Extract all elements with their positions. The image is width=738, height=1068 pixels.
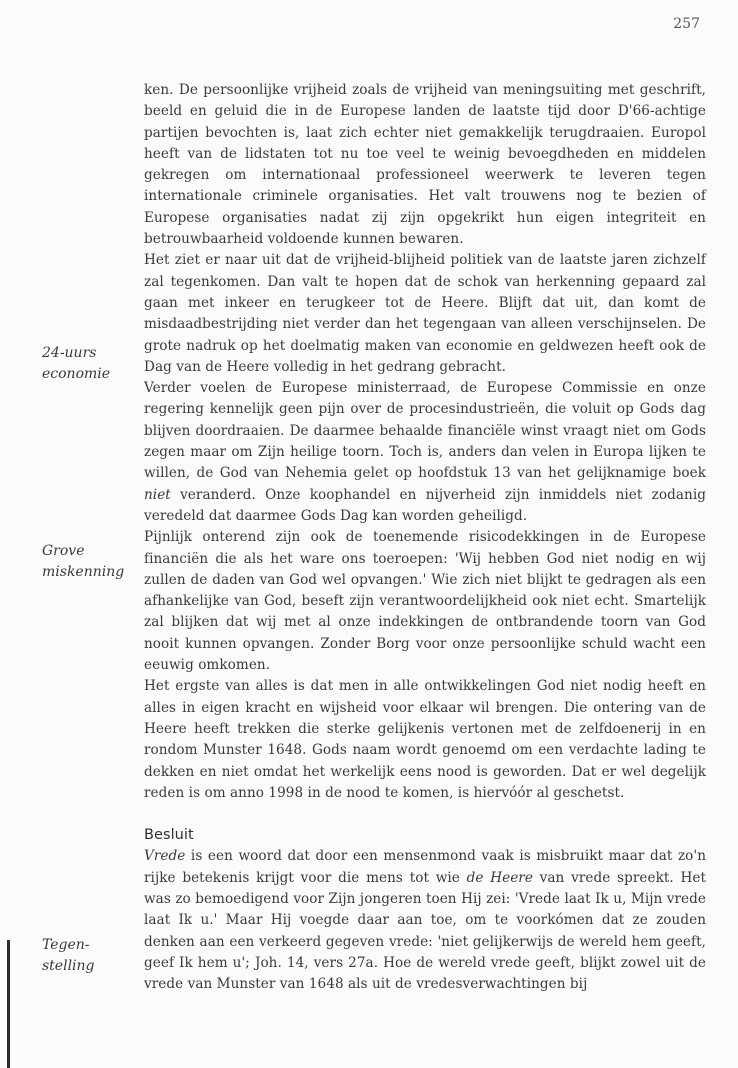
emphasis-text: de Heere — [466, 869, 533, 886]
emphasis-text: Vrede — [144, 848, 186, 865]
paragraph: Het ergste van alles is dat men in alle ontwikkelingen God niet nodig heeft en alles in eigen kracht en wijsheid voor elkaar wil brengen. Die ontering van de Heere heeft trekken die sterke gelijkenis vertonen met de zelfdoenerij in en rondom Munster 1648. Gods naam wordt genoemd om een verdachte lading te dekken en niet omdat het werkelijk eens nood is geworden. Dat er wel degelijk reden is om anno 1998 in de nood te komen, is hiervóór al geschetst. — [144, 678, 706, 801]
paragraph — [144, 846, 706, 995]
section-heading: Besluit — [144, 827, 194, 844]
margin-note-line: Grove — [42, 543, 85, 559]
paragraph-text: Verder voelen de Europese ministerraad, de Europese Commissie en onze regering kennelijk geen pijn over de procesindustrieën, die voluit op Gods dag blijven doordraaien. De daarmee behaalde financiële winst vraagt niet om Gods zegen maar om Zijn heilige toorn. Toch is, anders dan velen in Europa lijken te willen, de God van Nehemia gelet op hoofdstuk 13 van het gelijknamige boek — [144, 380, 706, 482]
page-number: 257 — [673, 16, 700, 32]
margin-note-line: economie — [42, 366, 111, 383]
paragraph-text: van vrede spreekt. Het was zo bemoedigend voor Zijn jongeren toen Hij zei: 'Vrede laat Ik u, Mijn vrede laat Ik u.' Maar Hij voegde daar aan toe, om te voorkómen dat ze zouden denken aan een verkeerd gegeven vrede: 'niet gelijkerwijs de wereld hem geeft, geef Ik hem u'; Joh. 14, vers 27a. Hoe de wereld vrede geeft, blijkt zowel uit de vrede van Munster van 1648 als uit de vredesverwachtingen bij — [144, 869, 706, 993]
margin-note-line: stelling — [42, 958, 95, 975]
paragraph: Pijnlijk onterend zijn ook de toenemende risicodekkingen in de Europese financiën die als het ware ons toeroepen: 'Wij hebben God niet nodig en wij zullen de daden van God wel opvangen.' Wie zich niet blijkt te gedragen als een afhankelijke van God, beseft zijn verantwoordelijkheid ook niet echt. Smartelijk zal blijken dat wij met al onze indekkingen de ontbrandende toorn van God nooit kunnen opvangen. Zonder Borg voor onze persoonlijke schuld wacht een eeuwig omkomen. — [144, 529, 706, 674]
binding-edge-rule — [7, 940, 10, 1068]
paragraph-text: veranderd. Onze koophandel en nijverheid zijn inmiddels niet zodanig veredeld dat daarmee Gods Dag kan worden geheiligd. — [144, 486, 706, 524]
margin-note-line: Tegen- — [42, 937, 90, 953]
body-text — [144, 80, 706, 995]
paragraph: Het ziet er naar uit dat de vrijheid-blijheid politiek van de laatste jaren zichzelf zal tegenkomen. Dan valt te hopen dat de schok van herkenning gepaard zal gaan met inkeer en terugkeer tot de Heere. Blijft dat uit, dan komt de misdaadbestrijding niet verder dan het tegengaan van alleen verschijnselen. De grote nadruk op het doelmatig maken van economie en geldwezen heeft ook de Dag van de Heere volledig in het gedrang gebracht. — [144, 252, 706, 375]
margin-note-line: miskenning — [42, 564, 125, 581]
section-spacer — [144, 804, 706, 825]
emphasis-text: niet — [144, 486, 171, 503]
margin-note-24-uurs-economie — [42, 343, 138, 386]
margin-note-grove-miskenning — [42, 541, 138, 584]
paragraph: ken. De persoonlijke vrijheid zoals de vrijheid van meningsuiting met geschrift, beeld en geluid die in de Europese landen de laatste tijd door D'66-achtige partijen bevochten is, laat zich echter niet gemakkelijk terugdraaien. Europol heeft van de lidstaten tot nu toe veel te weinig bevoegdheden en middelen gekregen om internationaal professioneel weerwerk te leveren tegen internationale criminele organisaties. Het valt trouwens nog te bezien of Europese organisaties nadat zij zijn opgekrikt hun eigen integriteit en betrouwbaarheid voldoende kunnen bewaren. — [144, 82, 706, 248]
paragraph — [144, 378, 706, 527]
margin-note-tegenstelling — [42, 935, 138, 978]
margin-note-line: 24-uurs — [42, 345, 97, 361]
paragraph-text: is een woord dat door een mensenmond vaak is misbruikt maar dat zo'n rijke betekenis krijgt voor die mens tot wie — [144, 848, 706, 886]
